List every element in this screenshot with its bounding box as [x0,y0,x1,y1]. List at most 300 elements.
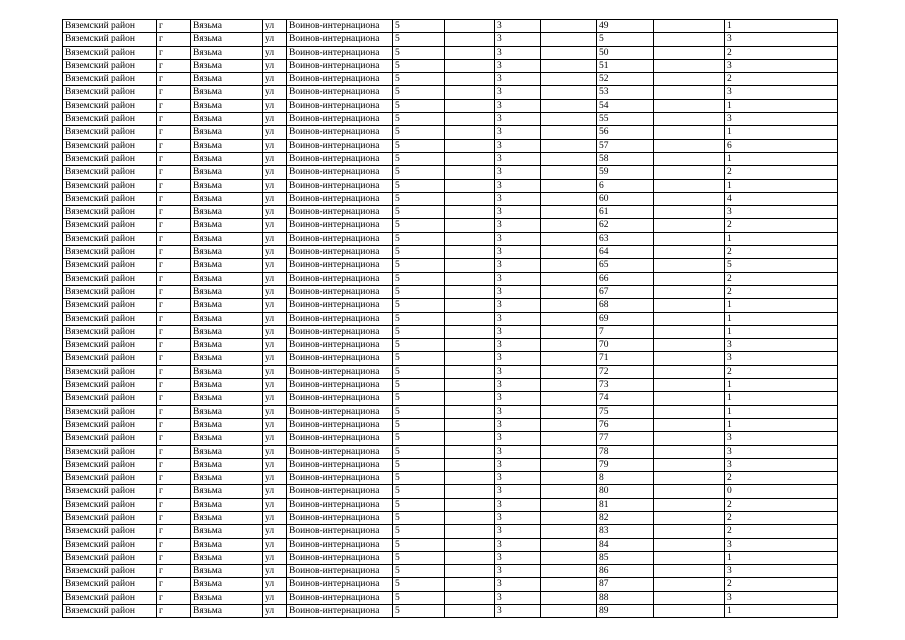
apartment-cell: 68 [597,299,654,312]
floor-cell [654,458,725,471]
entrance-cell [541,59,597,72]
settlement-type-cell: г [157,379,191,392]
floor-cell [654,352,725,365]
city-cell: Вязьма [191,485,263,498]
city-cell: Вязьма [191,20,263,33]
house-cell: 5 [393,525,445,538]
district-cell: Вяземский район [63,192,157,205]
table-row [63,192,838,205]
apartment-cell: 6 [597,179,654,192]
floor-cell [654,578,725,591]
settlement-type-cell: г [157,139,191,152]
district-cell: Вяземский район [63,126,157,139]
building-cell [445,525,495,538]
count-cell: 5 [725,259,838,272]
house-cell: 5 [393,379,445,392]
entrance-cell [541,33,597,46]
extra-cell: 3 [495,246,541,259]
house-cell: 5 [393,232,445,245]
extra-cell: 3 [495,113,541,126]
floor-cell [654,86,725,99]
extra-cell: 3 [495,551,541,564]
district-cell: Вяземский район [63,259,157,272]
district-cell: Вяземский район [63,418,157,431]
table-row [63,591,838,604]
entrance-cell [541,73,597,86]
floor-cell [654,551,725,564]
extra-cell: 3 [495,139,541,152]
city-cell: Вязьма [191,192,263,205]
entrance-cell [541,259,597,272]
street-name-cell: Воинов-интернациона [287,20,393,33]
street-type-cell: ул [263,99,287,112]
street-type-cell: ул [263,525,287,538]
count-cell: 3 [725,538,838,551]
floor-cell [654,126,725,139]
district-cell: Вяземский район [63,272,157,285]
district-cell: Вяземский район [63,73,157,86]
extra-cell: 3 [495,59,541,72]
city-cell: Вязьма [191,379,263,392]
count-cell: 3 [725,445,838,458]
city-cell: Вязьма [191,445,263,458]
extra-cell: 3 [495,379,541,392]
district-cell: Вяземский район [63,166,157,179]
street-type-cell: ул [263,432,287,445]
apartment-cell: 60 [597,192,654,205]
extra-cell: 3 [495,232,541,245]
count-cell: 3 [725,59,838,72]
street-type-cell: ул [263,325,287,338]
house-cell: 5 [393,445,445,458]
street-name-cell: Воинов-интернациона [287,86,393,99]
apartment-cell: 66 [597,272,654,285]
street-name-cell: Воинов-интернациона [287,379,393,392]
extra-cell: 3 [495,179,541,192]
settlement-type-cell: г [157,99,191,112]
street-type-cell: ул [263,219,287,232]
apartment-cell: 75 [597,405,654,418]
street-name-cell: Воинов-интернациона [287,99,393,112]
district-cell: Вяземский район [63,551,157,564]
house-cell: 5 [393,591,445,604]
count-cell: 1 [725,126,838,139]
count-cell: 4 [725,192,838,205]
table-row [63,538,838,551]
street-name-cell: Воинов-интернациона [287,365,393,378]
settlement-type-cell: г [157,339,191,352]
extra-cell: 3 [495,33,541,46]
settlement-type-cell: г [157,525,191,538]
settlement-type-cell: г [157,272,191,285]
floor-cell [654,379,725,392]
street-name-cell: Воинов-интернациона [287,392,393,405]
entrance-cell [541,312,597,325]
entrance-cell [541,591,597,604]
street-type-cell: ул [263,379,287,392]
settlement-type-cell: г [157,166,191,179]
street-name-cell: Воинов-интернациона [287,299,393,312]
count-cell: 1 [725,325,838,338]
district-cell: Вяземский район [63,206,157,219]
building-cell [445,405,495,418]
extra-cell: 3 [495,272,541,285]
district-cell: Вяземский район [63,498,157,511]
settlement-type-cell: г [157,259,191,272]
apartment-cell: 87 [597,578,654,591]
house-cell: 5 [393,33,445,46]
street-type-cell: ул [263,339,287,352]
street-type-cell: ул [263,152,287,165]
building-cell [445,86,495,99]
district-cell: Вяземский район [63,299,157,312]
building-cell [445,299,495,312]
street-type-cell: ул [263,565,287,578]
house-cell: 5 [393,179,445,192]
street-type-cell: ул [263,538,287,551]
entrance-cell [541,86,597,99]
district-cell: Вяземский район [63,20,157,33]
settlement-type-cell: г [157,325,191,338]
count-cell: 1 [725,99,838,112]
house-cell: 5 [393,259,445,272]
floor-cell [654,405,725,418]
street-type-cell: ул [263,33,287,46]
extra-cell: 3 [495,86,541,99]
extra-cell: 3 [495,432,541,445]
street-type-cell: ул [263,511,287,524]
street-name-cell: Воинов-интернациона [287,285,393,298]
district-cell: Вяземский район [63,139,157,152]
street-name-cell: Воинов-интернациона [287,246,393,259]
settlement-type-cell: г [157,179,191,192]
city-cell: Вязьма [191,605,263,618]
settlement-type-cell: г [157,232,191,245]
entrance-cell [541,511,597,524]
extra-cell: 3 [495,472,541,485]
floor-cell [654,20,725,33]
floor-cell [654,605,725,618]
entrance-cell [541,126,597,139]
district-cell: Вяземский район [63,86,157,99]
house-cell: 5 [393,152,445,165]
street-name-cell: Воинов-интернациона [287,232,393,245]
street-name-cell: Воинов-интернациона [287,525,393,538]
house-cell: 5 [393,325,445,338]
street-type-cell: ул [263,259,287,272]
building-cell [445,192,495,205]
extra-cell: 3 [495,152,541,165]
street-name-cell: Воинов-интернациона [287,605,393,618]
entrance-cell [541,565,597,578]
house-cell: 5 [393,418,445,431]
street-type-cell: ул [263,166,287,179]
count-cell: 3 [725,352,838,365]
table-row [63,246,838,259]
street-type-cell: ул [263,113,287,126]
street-type-cell: ул [263,20,287,33]
entrance-cell [541,538,597,551]
street-type-cell: ул [263,498,287,511]
city-cell: Вязьма [191,458,263,471]
house-cell: 5 [393,20,445,33]
street-name-cell: Воинов-интернациона [287,498,393,511]
building-cell [445,511,495,524]
settlement-type-cell: г [157,352,191,365]
entrance-cell [541,285,597,298]
city-cell: Вязьма [191,591,263,604]
apartment-cell: 76 [597,418,654,431]
apartment-cell: 80 [597,485,654,498]
street-type-cell: ул [263,485,287,498]
house-cell: 5 [393,498,445,511]
apartment-cell: 82 [597,511,654,524]
table-row [63,179,838,192]
count-cell: 3 [725,458,838,471]
apartment-cell: 85 [597,551,654,564]
city-cell: Вязьма [191,113,263,126]
street-name-cell: Воинов-интернациона [287,166,393,179]
table-row [63,458,838,471]
district-cell: Вяземский район [63,219,157,232]
entrance-cell [541,272,597,285]
house-cell: 5 [393,246,445,259]
house-cell: 5 [393,458,445,471]
floor-cell [654,432,725,445]
district-cell: Вяземский район [63,432,157,445]
count-cell: 6 [725,139,838,152]
district-cell: Вяземский район [63,578,157,591]
house-cell: 5 [393,605,445,618]
settlement-type-cell: г [157,285,191,298]
street-type-cell: ул [263,59,287,72]
street-name-cell: Воинов-интернациона [287,418,393,431]
building-cell [445,365,495,378]
building-cell [445,73,495,86]
house-cell: 5 [393,565,445,578]
street-name-cell: Воинов-интернациона [287,259,393,272]
table-row [63,605,838,618]
apartment-cell: 88 [597,591,654,604]
apartment-cell: 71 [597,352,654,365]
district-cell: Вяземский район [63,538,157,551]
apartment-cell: 89 [597,605,654,618]
count-cell: 1 [725,312,838,325]
extra-cell: 3 [495,312,541,325]
building-cell [445,99,495,112]
street-type-cell: ул [263,312,287,325]
entrance-cell [541,339,597,352]
table-row [63,339,838,352]
table-row [63,418,838,431]
entrance-cell [541,551,597,564]
district-cell: Вяземский район [63,33,157,46]
floor-cell [654,299,725,312]
building-cell [445,565,495,578]
table-row [63,33,838,46]
table-row [63,139,838,152]
street-name-cell: Воинов-интернациона [287,511,393,524]
street-type-cell: ул [263,285,287,298]
street-name-cell: Воинов-интернациона [287,538,393,551]
entrance-cell [541,179,597,192]
table-row [63,472,838,485]
apartment-cell: 70 [597,339,654,352]
floor-cell [654,59,725,72]
apartment-cell: 86 [597,565,654,578]
street-type-cell: ул [263,73,287,86]
street-name-cell: Воинов-интернациона [287,139,393,152]
apartment-cell: 65 [597,259,654,272]
apartment-cell: 81 [597,498,654,511]
building-cell [445,259,495,272]
house-cell: 5 [393,139,445,152]
city-cell: Вязьма [191,312,263,325]
table-row [63,219,838,232]
floor-cell [654,166,725,179]
settlement-type-cell: г [157,538,191,551]
district-cell: Вяземский район [63,246,157,259]
house-cell: 5 [393,432,445,445]
extra-cell: 3 [495,20,541,33]
entrance-cell [541,166,597,179]
table-row [63,86,838,99]
entrance-cell [541,232,597,245]
city-cell: Вязьма [191,511,263,524]
city-cell: Вязьма [191,86,263,99]
floor-cell [654,365,725,378]
table-row [63,99,838,112]
count-cell: 2 [725,472,838,485]
table-row [63,152,838,165]
building-cell [445,418,495,431]
extra-cell: 3 [495,166,541,179]
table-row [63,511,838,524]
entrance-cell [541,485,597,498]
street-name-cell: Воинов-интернациона [287,339,393,352]
street-type-cell: ул [263,591,287,604]
street-name-cell: Воинов-интернациона [287,565,393,578]
table-row [63,232,838,245]
apartment-cell: 64 [597,246,654,259]
entrance-cell [541,405,597,418]
building-cell [445,578,495,591]
entrance-cell [541,445,597,458]
floor-cell [654,179,725,192]
floor-cell [654,418,725,431]
floor-cell [654,139,725,152]
table-row [63,46,838,59]
extra-cell: 3 [495,365,541,378]
count-cell: 1 [725,299,838,312]
street-type-cell: ул [263,405,287,418]
house-cell: 5 [393,392,445,405]
settlement-type-cell: г [157,246,191,259]
floor-cell [654,73,725,86]
floor-cell [654,33,725,46]
count-cell: 3 [725,206,838,219]
district-cell: Вяземский район [63,59,157,72]
entrance-cell [541,352,597,365]
table-row [63,166,838,179]
table-row [63,299,838,312]
apartment-cell: 49 [597,20,654,33]
count-cell: 2 [725,285,838,298]
settlement-type-cell: г [157,578,191,591]
house-cell: 5 [393,299,445,312]
building-cell [445,538,495,551]
table-row [63,485,838,498]
count-cell: 2 [725,246,838,259]
apartment-cell: 56 [597,126,654,139]
apartment-cell: 57 [597,139,654,152]
street-name-cell: Воинов-интернациона [287,179,393,192]
count-cell: 3 [725,113,838,126]
entrance-cell [541,192,597,205]
extra-cell: 3 [495,352,541,365]
district-cell: Вяземский район [63,179,157,192]
extra-cell: 3 [495,605,541,618]
house-cell: 5 [393,192,445,205]
entrance-cell [541,498,597,511]
district-cell: Вяземский район [63,325,157,338]
street-name-cell: Воинов-интернациона [287,578,393,591]
address-table [62,19,838,618]
floor-cell [654,206,725,219]
building-cell [445,472,495,485]
count-cell: 1 [725,405,838,418]
extra-cell: 3 [495,325,541,338]
city-cell: Вязьма [191,565,263,578]
house-cell: 5 [393,59,445,72]
count-cell: 2 [725,166,838,179]
city-cell: Вязьма [191,33,263,46]
entrance-cell [541,458,597,471]
count-cell: 3 [725,86,838,99]
city-cell: Вязьма [191,259,263,272]
city-cell: Вязьма [191,232,263,245]
city-cell: Вязьма [191,272,263,285]
table-row [63,325,838,338]
street-name-cell: Воинов-интернациона [287,219,393,232]
street-type-cell: ул [263,392,287,405]
table-row [63,312,838,325]
building-cell [445,113,495,126]
building-cell [445,206,495,219]
district-cell: Вяземский район [63,379,157,392]
extra-cell: 3 [495,299,541,312]
settlement-type-cell: г [157,605,191,618]
house-cell: 5 [393,472,445,485]
street-type-cell: ул [263,418,287,431]
street-type-cell: ул [263,299,287,312]
street-name-cell: Воинов-интернациона [287,206,393,219]
extra-cell: 3 [495,511,541,524]
extra-cell: 3 [495,485,541,498]
district-cell: Вяземский район [63,591,157,604]
apartment-cell: 58 [597,152,654,165]
district-cell: Вяземский район [63,485,157,498]
settlement-type-cell: г [157,418,191,431]
city-cell: Вязьма [191,405,263,418]
city-cell: Вязьма [191,219,263,232]
building-cell [445,379,495,392]
apartment-cell: 74 [597,392,654,405]
apartment-cell: 7 [597,325,654,338]
street-name-cell: Воинов-интернациона [287,352,393,365]
city-cell: Вязьма [191,392,263,405]
table-row [63,578,838,591]
